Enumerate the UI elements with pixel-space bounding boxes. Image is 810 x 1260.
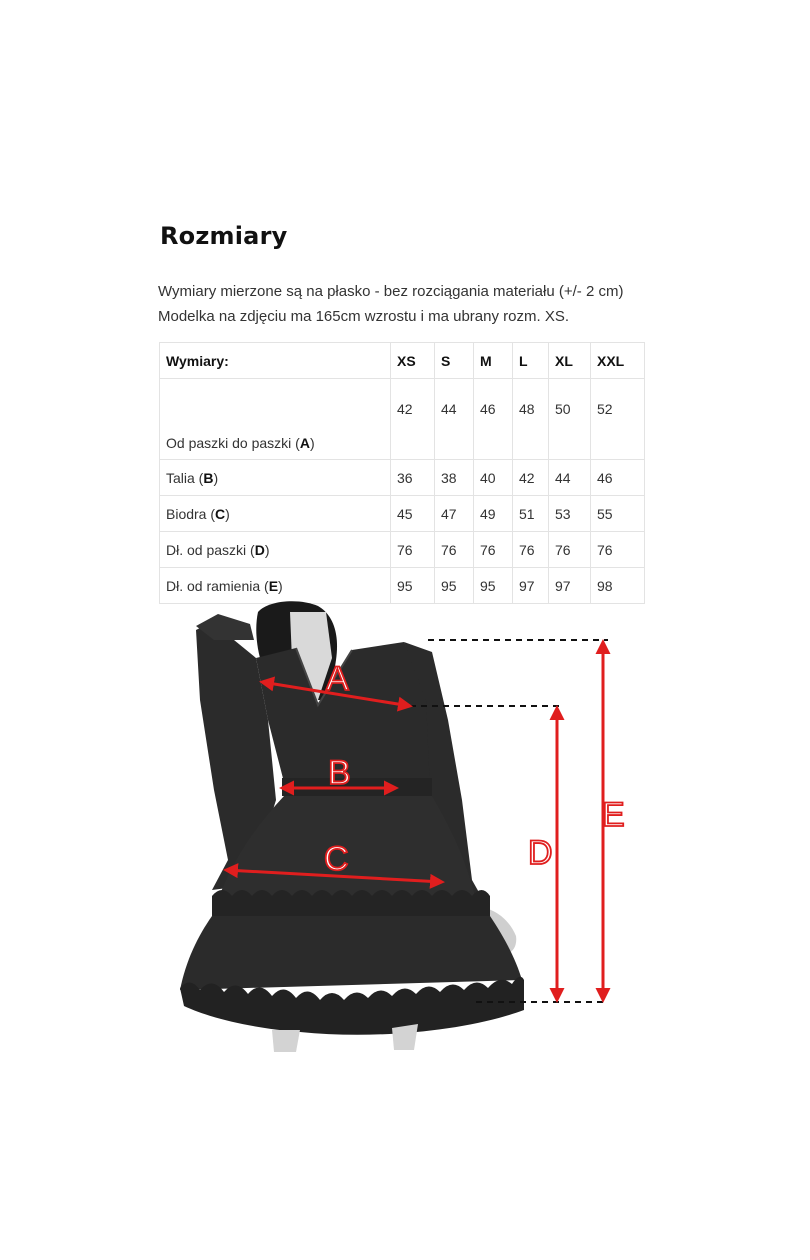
table-cell: 45	[391, 496, 435, 532]
table-cell: 52	[591, 379, 645, 460]
table-cell: 95	[391, 568, 435, 604]
table-cell: 76	[591, 532, 645, 568]
table-cell: 76	[513, 532, 549, 568]
table-cell: 47	[435, 496, 474, 532]
table-cell: 46	[474, 379, 513, 460]
table-cell: 51	[513, 496, 549, 532]
row-label: Dł. od ramienia (E)	[160, 568, 391, 604]
table-cell: 97	[549, 568, 591, 604]
row-label: Talia (B)	[160, 460, 391, 496]
table-cell: 48	[513, 379, 549, 460]
table-cell: 50	[549, 379, 591, 460]
header-size: M	[474, 343, 513, 379]
table-cell: 42	[513, 460, 549, 496]
row-label: Od paszki do paszki (A)	[160, 379, 391, 460]
marker-label-b: B	[328, 754, 351, 792]
table-cell: 76	[474, 532, 513, 568]
header-size: XXL	[591, 343, 645, 379]
table-cell: 36	[391, 460, 435, 496]
page-title: Rozmiary	[160, 222, 288, 250]
table-cell: 95	[474, 568, 513, 604]
table-cell: 76	[549, 532, 591, 568]
marker-label-a: A	[326, 660, 349, 698]
header-label: Wymiary:	[160, 343, 391, 379]
header-size: XS	[391, 343, 435, 379]
table-cell: 98	[591, 568, 645, 604]
description-line-1: Wymiary mierzone są na płasko - bez rozciągania materiału (+/- 2 cm)	[158, 283, 624, 300]
header-size: S	[435, 343, 474, 379]
table-cell: 97	[513, 568, 549, 604]
header-size: L	[513, 343, 549, 379]
model-silhouette	[180, 601, 524, 1052]
row-label: Dł. od paszki (D)	[160, 532, 391, 568]
row-label: Biodra (C)	[160, 496, 391, 532]
marker-label-e: E	[602, 796, 625, 834]
table-cell: 44	[435, 379, 474, 460]
table-cell: 42	[391, 379, 435, 460]
marker-label-d: D	[528, 834, 553, 872]
table-cell: 55	[591, 496, 645, 532]
table-cell: 76	[435, 532, 474, 568]
table-cell: 76	[391, 532, 435, 568]
header-size: XL	[549, 343, 591, 379]
table-cell: 38	[435, 460, 474, 496]
table-cell: 49	[474, 496, 513, 532]
table-cell: 44	[549, 460, 591, 496]
table-cell: 53	[549, 496, 591, 532]
table-cell: 40	[474, 460, 513, 496]
marker-label-c: C	[324, 840, 349, 878]
description-line-2: Modelka na zdjęciu ma 165cm wzrostu i ma ubrany rozm. XS.	[158, 308, 569, 325]
table-cell: 46	[591, 460, 645, 496]
table-cell: 95	[435, 568, 474, 604]
